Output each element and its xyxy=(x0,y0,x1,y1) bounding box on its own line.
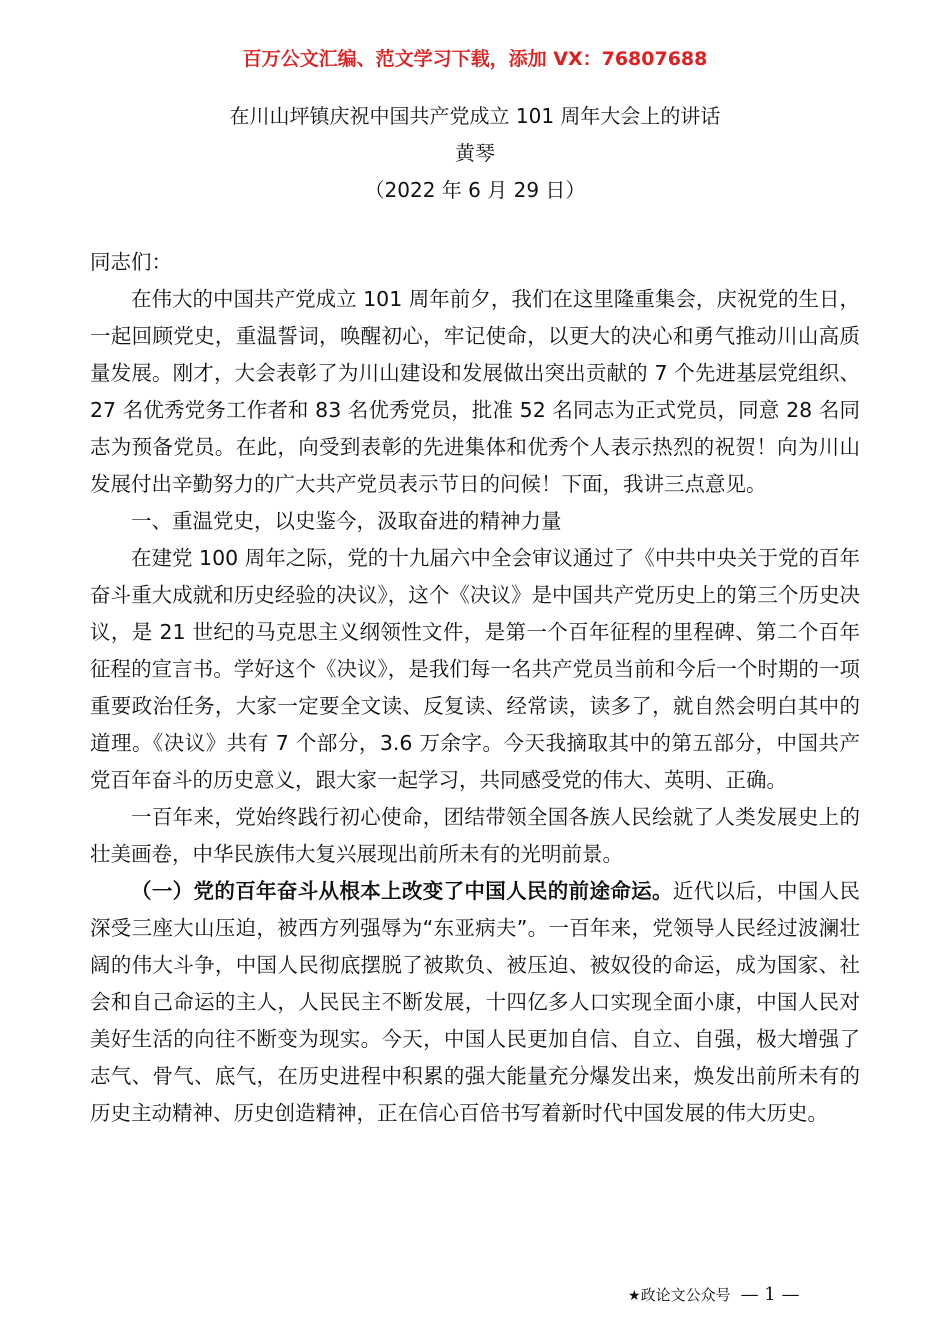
star-icon: ★ xyxy=(628,1288,641,1304)
footer-account: 政论文公众号 xyxy=(640,1286,731,1304)
document-author: 黄琴 xyxy=(455,141,495,165)
title-block xyxy=(0,98,950,209)
paragraph-intro: 在伟大的中国共产党成立 101 周年前夕，我们在这里隆重集会，庆祝党的生日，一起回顾党史，重温誓词，唤醒初心，牢记使命，以更大的决心和勇气推动川山高质量发展。刚才，大会表彰了为川山建设和发展做出突出贡献的 7 个先进基层党组织、27 名优秀党务工作者和 83 名优秀党员，批准 52 名同志为正式党员，同意 28 名同志为预备党员。在此，向受到表彰的先进集体和优秀个人表示热烈的祝贺！向为川山发展付出辛勤努力的广大共产党员表示节日的问候！下面，我讲三点意见。 xyxy=(90,287,860,496)
document-body xyxy=(90,244,860,1132)
page-number: — 1 — xyxy=(740,1284,800,1305)
section-heading-1: 一、重温党史，以史鉴今，汲取奋进的精神力量 xyxy=(131,509,562,533)
paragraph-point-1 xyxy=(90,873,860,1132)
watermark-banner xyxy=(0,46,950,72)
paragraph-century: 一百年来，党始终践行初心使命，团结带领全国各族人民绘就了人类发展史上的壮美画卷，中华民族伟大复兴展现出前所未有的光明前景。 xyxy=(90,805,860,866)
point-1-text: 近代以后，中国人民深受三座大山压迫，被西方列强辱为“东亚病夫”。一百年来，党领导人民经过波澜壮阔的伟大斗争，中国人民彻底摆脱了被欺负、被压迫、被奴役的命运，成为国家、社会和自己命运的主人，人民民主不断发展，十四亿多人口实现全面小康，中国人民对美好生活的向往不断变为现实。今天，中国人民更加自信、自立、自强，极大增强了志气、骨气、底气，在历史进程中积累的强大能量充分爆发出来，焕发出前所未有的历史主动精神、历史创造精神，正在信心百倍书写着新时代中国发展的伟大历史。 xyxy=(90,879,861,1125)
watermark-text: 百万公文汇编、范文学习下载，添加 VX：76807688 xyxy=(242,48,708,70)
document-date: （2022 年 6 月 29 日） xyxy=(364,178,586,202)
point-1-heading: （一）党的百年奋斗从根本上改变了中国人民的前途命运。 xyxy=(131,879,673,903)
page-footer xyxy=(628,1284,799,1307)
document-title: 在川山坪镇庆祝中国共产党成立 101 周年大会上的讲话 xyxy=(229,104,721,128)
paragraph-resolution: 在建党 100 周年之际，党的十九届六中全会审议通过了《中共中央关于党的百年奋斗重大成就和历史经验的决议》，这个《决议》是中国共产党历史上的第三个历史决议，是 21 世纪的马克思主义纲领性文件，是第一个百年征程的里程碑、第二个百年征程的宣言书。学好这个《决议》，是我们每一名共产党员当前和今后一个时期的一项重要政治任务，大家一定要全文读、反复读、经常读，读多了，就自然会明白其中的道理。《决议》共有 7 个部分，3.6 万余字。今天我摘取其中的第五部分，中国共产党百年奋斗的历史意义，跟大家一起学习，共同感受党的伟大、英明、正确。 xyxy=(90,546,860,792)
salutation: 同志们： xyxy=(90,250,172,274)
